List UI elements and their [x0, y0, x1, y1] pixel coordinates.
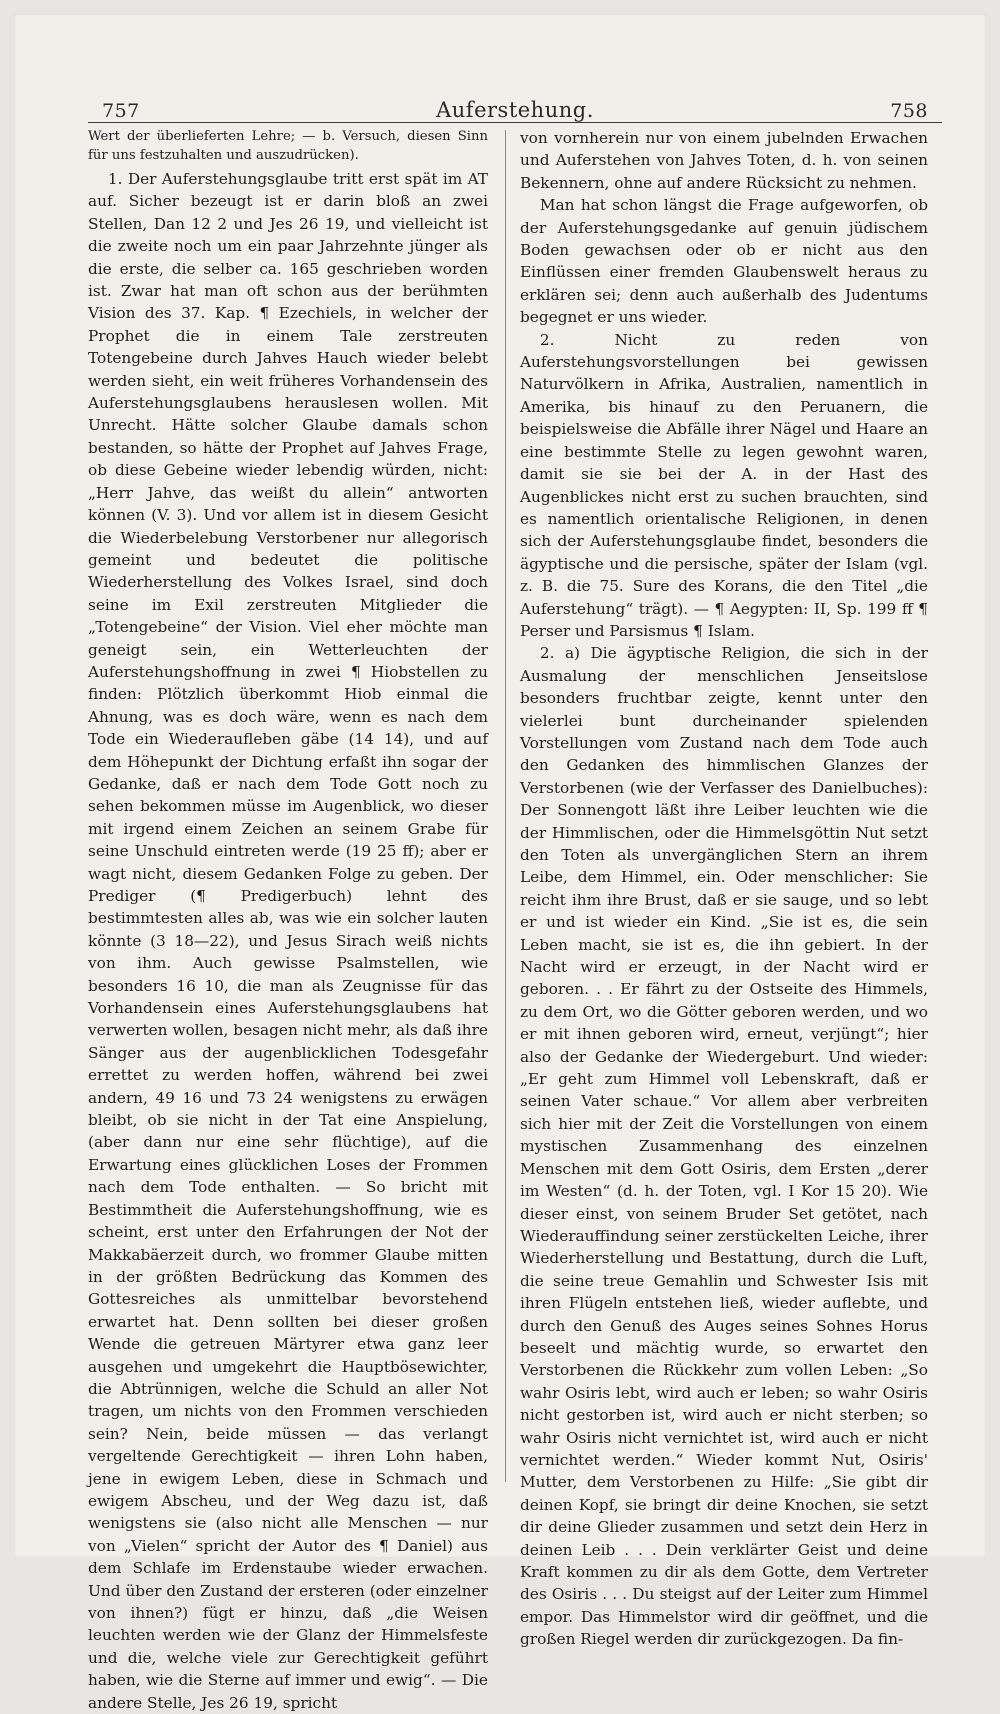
paragraph: Wert der überlieferten Lehre; — b. Versuch, diesen Sinn für uns festzuhalten und auszudrücken). — [88, 129, 488, 163]
page-number-left: 757 — [102, 100, 140, 122]
page-number-right: 758 — [890, 100, 928, 122]
right-column — [520, 127, 928, 1649]
paragraph: 2. Nicht zu reden von Auferstehungsvorstellungen bei gewissen Naturvölkern in Afrika, Australien, namentlich in Amerika, bis hinauf zu den Peruanern, die beispielsweise die Abfälle ihrer Nägel und Haare an eine bestimmte Stelle zu legen gewohnt waren, damit sie sie bei der A. in der Hast des Augenblickes nicht erst zu suchen brauchten, sind es namentlich orientalische Religionen, in denen sich der Auferstehungsglaube findet, besonders die ägyptische und die persische, später der Islam (vgl. z. B. die 75. Sure des Korans, die den Titel „die Auferstehung“ trägt). — ¶ Aegypten: II, Sp. 199 ff ¶ Perser und Parsismus ¶ Islam. — [520, 330, 928, 640]
paragraph: von vornherein nur von einem jubelnden Erwachen und Auferstehen von Jahves Toten, d. h. von seinen Bekennern, ohne auf andere Rücksicht zu nehmen. — [520, 129, 928, 192]
header-rule — [88, 122, 942, 123]
left-column — [88, 127, 488, 1712]
running-title: Auferstehung. — [436, 98, 594, 122]
column-divider — [505, 130, 506, 1482]
paragraph: 1. Der Auferstehungsglaube tritt erst spät im AT auf. Sicher bezeugt ist er darin bloß an zwei Stellen, Dan 12 2 und Jes 26 19, und vielleicht ist die zweite noch um ein paar Jahrzehnte jünger als die erste, die selber ca. 165 geschrieben worden ist. Zwar hat man oft schon aus der berühmten Vision des 37. Kap. ¶ Ezechiels, in welcher der Prophet die in einem Tale zerstreuten Totengebeine durch Jahves Hauch wieder belebt werden sieht, ein weit früheres Vorhandensein des Auferstehungsglaubens herauslesen wollen. Mit Unrecht. Hätte solcher Glaube damals schon bestanden, so hätte der Prophet auf Jahves Frage, ob diese Gebeine wieder lebendig würden, nicht: „Herr Jahve, das weißt du allein“ antworten können (V. 3). Und vor allem ist in diesem Gesicht die Wiederbelebung Verstorbener nur allegorisch gemeint und bedeutet die politische Wiederherstellung des Volkes Israel, sind doch seine im Exil zerstreuten Mitglieder die „Totengebeine“ der Vision. Viel eher möchte man geneigt sein, ein Wetterleuchten der Auferstehungshoffnung in zwei ¶ Hiobstellen zu finden: Plötzlich überkommt Hiob einmal die Ahnung, was es doch wäre, wenn es nach dem Tode ein Wiederaufleben gäbe (14 14), und auf dem Höhepunkt der Dichtung erfaßt ihn sogar der Gedanke, daß er nach dem Tode Gott noch zu sehen bekommen müsse im Augenblick, wo dieser mit irgend einem Zeichen an seinem Grabe für seine Unschuld eintreten werde (19 25 ff); aber er wagt nicht, diesem Gedanken Folge zu geben. Der Prediger (¶ Predigerbuch) lehnt des bestimmtesten alles ab, was wie ein solcher lauten könnte (3 18—22), und Jesus Sirach weiß nichts von ihm. Auch gewisse Psalmstellen, wie besonders 16 10, die man als Zeugnisse für das Vorhandensein eines Auferstehungsglaubens hat verwerten wollen, besagen nicht mehr, als daß ihre Sänger aus der augenblicklichen Todesgefahr errettet zu werden hoffen, während bei zwei andern, 49 16 und 73 24 wenigstens zu erwägen bleibt, ob sie nicht in der Tat eine Anspielung, (aber dann nur eine sehr flüchtige), auf die Erwartung eines glücklichen Loses der Frommen nach dem Tode enthalten. — So bricht mit Bestimmtheit die Auferstehungshoffnung, wie es scheint, erst unter den Erfahrungen der Not der Makkabäerzeit durch, wo frommer Glaube mitten in der größten Bedrückung das Kommen des Gottesreiches als unmittelbar bevorstehend erwartet hat. Denn sollten bei dieser großen Wende die getreuen Märtyrer etwa ganz leer ausgehen und umgekehrt die Hauptbösewichter, die Abtrünnigen, welche die Schuld an aller Not tragen, um nichts von den Frommen verschieden sein? Nein, beide müssen — das verlangt vergeltende Gerechtigkeit — ihren Lohn haben, jene in ewigem Leben, diese in Schmach und ewigem Abscheu, und der Weg dazu ist, daß wenigstens sie (also nicht alle Menschen — nur von „Vielen“ spricht der Autor des ¶ Daniel) aus dem Schlafe im Erdenstaube wieder erwachen. Und über den Zustand der ersteren (oder einzelner von ihnen?) fügt er hinzu, daß „die Weisen leuchten werden wie der Glanz der Himmelsfeste und die, welche viele zur Gerechtigkeit geführt haben, wie die Sterne auf immer und ewig“. — Die andere Stelle, Jes 26 19, spricht — [88, 170, 488, 1712]
paragraph: 2. a) Die ägyptische Religion, die sich in der Ausmalung der menschlichen Jenseitslose besonders fruchtbar zeigte, kennt unter den vielerlei bunt durcheinander spielenden Vorstellungen vom Zustand nach dem Tode auch den Gedanken des himmlischen Glanzes der Verstorbenen (wie der Verfasser des Danielbuches): Der Sonnengott läßt ihre Leiber leuchten wie die der Himmlischen, oder die Himmelsgöttin Nut setzt den Toten als unvergänglichen Stern an ihrem Leibe, dem Himmel, ein. Oder menschlicher: Sie reicht ihm ihre Brust, daß er sie sauge, und so lebt er und ist wieder ein Kind. „Sie ist es, die sein Leben macht, sie ist es, die ihn gebiert. In der Nacht wird er erzeugt, in der Nacht wird er geboren. . . Er fährt zu der Ostseite des Himmels, zu dem Ort, wo die Götter geboren werden, und wo er mit ihnen geboren wird, erneut, verjüngt“; hier also der Gedanke der Wiedergeburt. Und wieder: „Er geht zum Himmel voll Lebenskraft, daß er seinen Vater schaue.“ Vor allem aber verbreiten sich hier mit der Zeit die Vorstellungen von einem mystischen Zusammenhang des einzelnen Menschen mit dem Gott Osiris, dem Ersten „derer im Westen“ (d. h. der Toten, vgl. I Kor 15 20). Wie dieser einst, von seinem Bruder Set getötet, nach Wiederauffindung seiner zerstückelten Leiche, ihrer Wiederherstellung und Bestattung, durch die Luft, die seine treue Gemahlin und Schwester Isis mit ihren Flügeln entstehen ließ, wieder auflebte, und durch den Genuß des Auges seines Sohnes Horus beseelt und mächtig wurde, so erwartet den Verstorbenen die Rückkehr zum vollen Leben: „So wahr Osiris lebt, wird auch er leben; so wahr Osiris nicht gestorben ist, wird auch er nicht sterben; so wahr Osiris nicht vernichtet ist, wird auch er nicht vernichtet werden.“ Wieder kommt Nut, Osiris' Mutter, dem Verstorbenen zu Hilfe: „Sie gibt dir deinen Kopf, sie bringt dir deine Knochen, sie setzt dir deine Glieder zusammen und setzt dein Herz in deinen Leib . . . Dein verklärter Geist und deine Kraft kommen zu dir als dem Gotte, dem Vertreter des Osiris . . . Du steigst auf der Leiter zum Himmel empor. Das Himmelstor wird dir geöffnet, und die großen Riegel werden dir zurückgezogen. Da fin- — [520, 644, 928, 1649]
paragraph: Man hat schon längst die Frage aufgeworfen, ob der Auferstehungsgedanke auf genuin jüdischem Boden gewachsen oder ob er nicht aus den Einflüssen einer fremden Glaubenswelt heraus zu erklären sei; denn auch außerhalb des Judentums begegnet er uns wieder. — [520, 196, 928, 327]
